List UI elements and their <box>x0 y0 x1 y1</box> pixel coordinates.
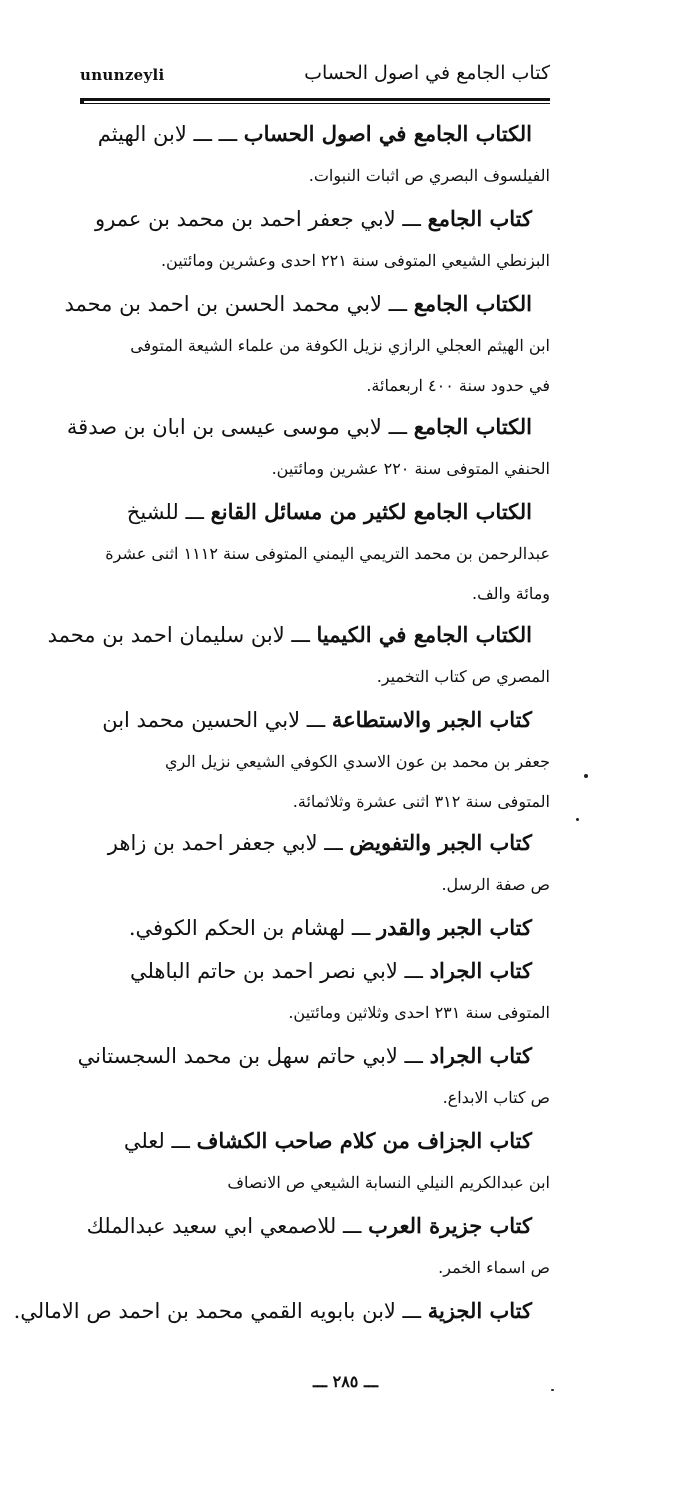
entry-line-3: ومائة والف. <box>472 584 550 603</box>
entry-heading <box>84 490 550 533</box>
entry-title: الكتاب الجامع في اصول الحساب <box>243 121 532 146</box>
entry-3 <box>64 282 550 405</box>
entry-1 <box>84 112 550 197</box>
entry-heading <box>84 1119 550 1162</box>
entry-2 <box>84 197 550 282</box>
entry-author: ـــ لابي نصر احمد بن حاتم الباهلي <box>129 959 430 983</box>
entry-title: الكتاب الجامع <box>413 291 532 316</box>
entry-author: ـــ للاصمعي ابي سعيد عبدالملك <box>86 1214 369 1238</box>
entry-line-2: جعفر بن محمد بن عون الاسدي الكوفي الشيعي نزيل الري <box>165 752 550 771</box>
ink-speck <box>551 1389 554 1391</box>
ink-speck <box>584 774 588 778</box>
entry-line-2: المتوفى سنة ٢٣١ احدى وثلاثين ومائتين. <box>288 1003 550 1022</box>
entry-title: كتاب الجراد <box>429 1043 532 1068</box>
entry-author: ـــ لابي جعفر احمد بن زاهر <box>107 831 350 855</box>
entry-title: كتاب الجزية <box>427 1298 532 1323</box>
entry-title: كتاب الجبر والاستطاعة <box>331 707 532 732</box>
entry-line-3: المتوفى سنة ٣١٢ اثنى عشرة وثلاثمائة. <box>292 792 550 811</box>
entry-heading <box>13 1289 550 1332</box>
header-left-text: ununzeyli <box>80 66 165 84</box>
entry-heading <box>84 698 550 741</box>
entry-heading <box>64 282 550 325</box>
entry-line-2: ابن عبدالكريم النيلي النسابة الشيعي ص الانصاف <box>227 1173 550 1192</box>
entry-line-2: المصري ص كتاب التخمير. <box>376 667 550 686</box>
entry-14 <box>13 1289 550 1332</box>
entry-author: ـــ لابي محمد الحسن بن احمد بن محمد <box>64 292 414 316</box>
entry-title: كتاب الجزاف من كلام صاحب الكشاف <box>196 1128 532 1153</box>
entry-title: كتاب الجبر والقدر <box>377 915 532 940</box>
entry-author: ـــ لابن سليمان احمد بن محمد <box>47 623 317 647</box>
entry-11 <box>77 1034 550 1119</box>
entry-author: ـــ لابن بابويه القمي محمد بن احمد ص الامالي. <box>13 1299 428 1323</box>
entry-heading <box>66 405 550 448</box>
entry-author: ـــ لابي حاتم سهل بن محمد السجستاني <box>77 1044 430 1068</box>
header-rule-thick <box>80 98 550 101</box>
entry-author: ـــ لابي موسى عيسى بن ابان بن صدقة <box>66 415 414 439</box>
entry-9 <box>84 906 550 949</box>
entry-line-2: الفيلسوف البصري ص اثبات النبوات. <box>308 166 550 185</box>
entry-line-2: ص صفة الرسل. <box>441 875 550 894</box>
entry-heading <box>84 1204 550 1247</box>
entry-title: الكتاب الجامع <box>413 414 532 439</box>
entry-line-2: ابن الهيثم العجلي الرازي نزيل الكوفة من علماء الشيعة المتوفى <box>130 336 550 355</box>
entry-heading <box>84 949 550 992</box>
entry-author: ـــ لابي جعفر احمد بن محمد بن عمرو <box>95 207 428 231</box>
entries-list <box>13 112 550 1332</box>
entry-line-2: ص كتاب الابداع. <box>442 1088 550 1107</box>
running-title: كتاب الجامع في اصول الحساب <box>304 62 550 84</box>
entry-13 <box>84 1204 550 1289</box>
entry-12 <box>84 1119 550 1204</box>
entry-author: ـــ لهشام بن الحكم الكوفي. <box>128 916 377 940</box>
entry-author: ـــ للشيخ <box>126 500 211 524</box>
header-rule-thin <box>80 103 550 104</box>
entry-line-2: الحنفي المتوفى سنة ٢٢٠ عشرين ومائتين. <box>271 459 550 478</box>
entry-line-2: البزنطي الشيعي المتوفى سنة ٢٢١ احدى وعشرين ومائتين. <box>160 251 550 270</box>
entry-author: ـــ لعلي <box>123 1129 197 1153</box>
ink-speck <box>576 818 579 821</box>
entry-5 <box>84 490 550 613</box>
entry-6 <box>47 613 550 698</box>
entry-title: الكتاب الجامع لكثير من مسائل القانع <box>210 499 532 524</box>
entry-heading <box>84 906 550 949</box>
entry-heading <box>84 197 550 240</box>
entry-author: ـــ لابي الحسين محمد ابن <box>102 708 332 732</box>
page-header <box>80 62 550 94</box>
entry-line-3: في حدود سنة ٤٠٠ اربعمائة. <box>366 376 550 395</box>
entry-heading <box>47 613 550 656</box>
entry-title: كتاب الجبر والتفويض <box>349 830 532 855</box>
entry-title: كتاب الجامع <box>427 206 532 231</box>
entry-4 <box>66 405 550 490</box>
entry-7 <box>84 698 550 821</box>
entry-heading <box>84 821 550 864</box>
entry-8 <box>84 821 550 906</box>
rule-mark <box>80 99 84 103</box>
entry-10 <box>84 949 550 1034</box>
entry-heading <box>84 112 550 155</box>
entry-author: ـــ ـــ لابن الهيثم <box>97 122 244 146</box>
entry-title: كتاب جزيرة العرب <box>368 1213 532 1238</box>
entry-title: الكتاب الجامع في الكيميا <box>316 622 532 647</box>
entry-title: كتاب الجراد <box>429 958 532 983</box>
entry-line-2: عبدالرحمن بن محمد التريمي اليمني المتوفى سنة ١١١٢ اثنى عشرة <box>105 544 550 563</box>
page-number: ـــ ٢٨٥ ـــ <box>312 1372 379 1391</box>
entry-heading <box>77 1034 550 1077</box>
entry-line-2: ص اسماء الخمر. <box>438 1258 550 1277</box>
